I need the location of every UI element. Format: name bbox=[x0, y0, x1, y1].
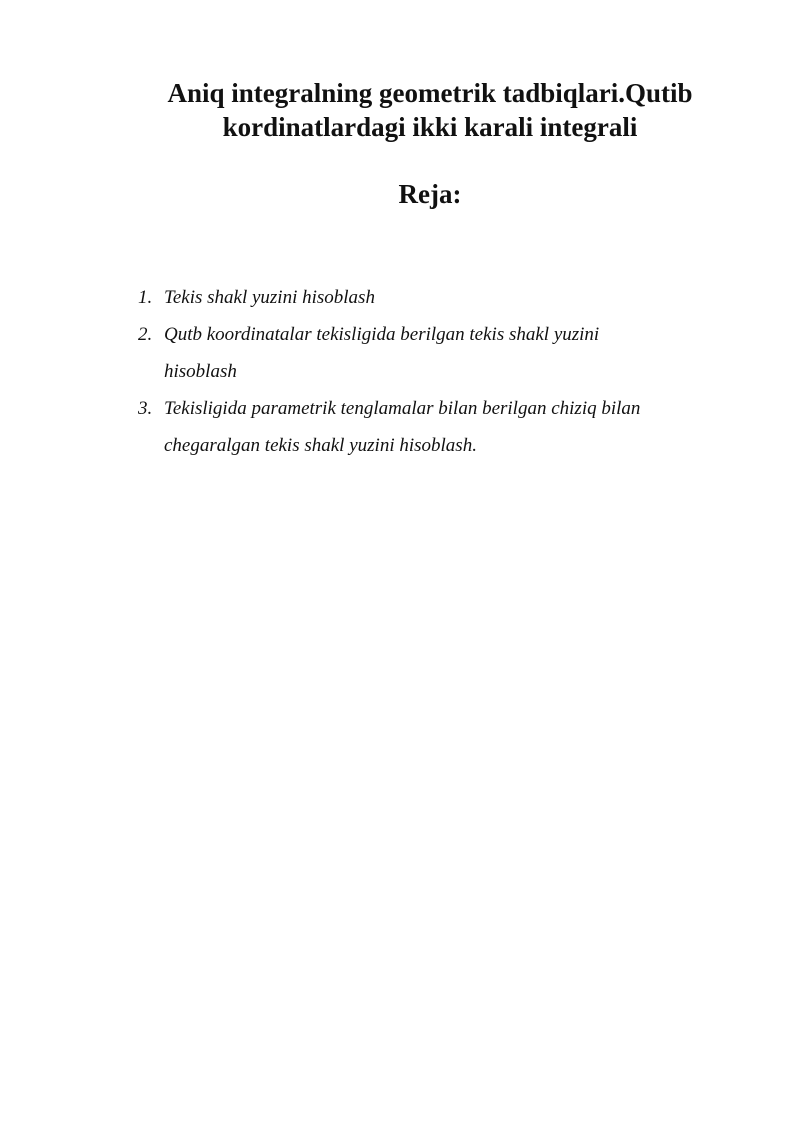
plan-item-number: 3. bbox=[138, 398, 153, 419]
plan-item-line: Tekis shakl yuzini hisoblash bbox=[164, 287, 375, 308]
plan-item-2 bbox=[138, 316, 738, 390]
plan-item-text bbox=[164, 279, 738, 316]
plan-item-number: 1. bbox=[138, 287, 153, 308]
document-title bbox=[100, 76, 760, 144]
plan-item-line: Tekisligida parametrik tenglamalar bilan berilgan chiziq bilan bbox=[164, 398, 641, 419]
document-title-line-1: Aniq integralning geometrik tadbiqlari.Qutib bbox=[167, 78, 693, 108]
plan-item-text bbox=[164, 390, 738, 464]
plan-list bbox=[138, 279, 738, 464]
plan-heading: Reja: bbox=[398, 179, 462, 209]
plan-item-1 bbox=[138, 279, 738, 316]
document-title-line-2: kordinatlardagi ikki karali integrali bbox=[222, 112, 638, 142]
plan-item-line: hisoblash bbox=[164, 361, 237, 382]
plan-item-line: chegaralgan tekis shakl yuzini hisoblash. bbox=[164, 435, 477, 456]
plan-item-3 bbox=[138, 390, 738, 464]
plan-item-text bbox=[164, 316, 738, 390]
plan-item-line: Qutb koordinatalar tekisligida berilgan tekis shakl yuzini bbox=[164, 324, 600, 345]
plan-item-number: 2. bbox=[138, 324, 153, 345]
